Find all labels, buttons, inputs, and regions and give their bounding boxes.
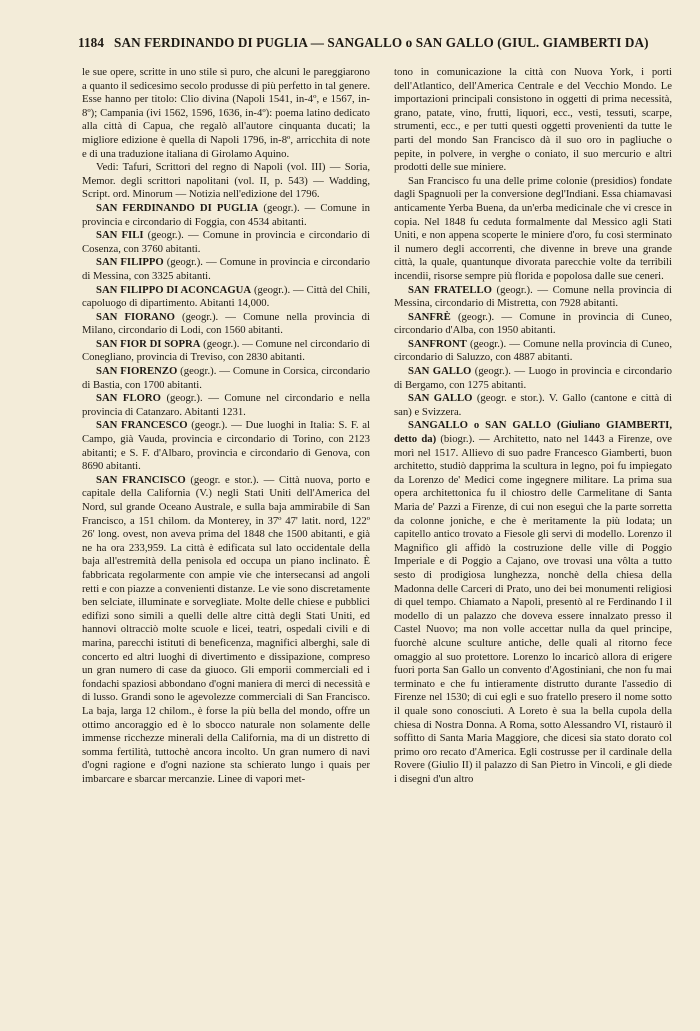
entry-text: (geogr.). — Comune in provincia e circondario di Messina, con 3325 abitanti. xyxy=(82,256,370,282)
dictionary-entry xyxy=(82,284,370,311)
entry-headword: SAN GALLO xyxy=(408,392,473,405)
dictionary-entry xyxy=(82,419,370,473)
entry-headword: SAN FRANCISCO xyxy=(96,473,186,486)
entry-text: (geogr.). — Comune nella provincia di Messina, circondario di Mistretta, con 7928 abitanti. xyxy=(394,283,672,310)
entry-text: (geogr.). — Comune nella provincia di Milano, circondario di Lodi, con 1560 abitanti. xyxy=(82,310,370,337)
entry-text: tono in comunicazione la città con Nuova York, i porti dell'Atlantico, dell'America Centrale e del Vecchio Mondo. Le importazioni principali consistono in oggetti di prima necessità, grano, patate, vino, frutti, liquori, ecc., vesti, tessuti, scarpe, strumenti, ecc., e per tutti questi oggetti provenienti da tutte le parti del mondo San Francisco dà il suo oro in pagliuche o pepite, in polvere, in verghe o coniato, il suo mercurio e altri prodotti delle sue miniere. xyxy=(394,66,672,174)
entry-headword: SANFRÈ xyxy=(408,310,451,323)
left-column xyxy=(82,66,370,786)
entry-text: (geogr.). — Comune in Corsica, circondario di Bastia, con 1700 abitanti. xyxy=(82,365,371,391)
entry-text: (geogr.). — Comune in provincia e circondario di Foggia, con 4534 abitanti. xyxy=(82,201,370,228)
page-number: 1184 xyxy=(78,35,105,50)
watermark xyxy=(590,1012,680,1028)
dictionary-entry xyxy=(82,474,370,787)
entry-text: (geogr.). — Comune nella provincia di Cuneo, circondario di Saluzzo, con 4887 abitanti. xyxy=(394,337,672,364)
entry-headword: SAN FRATELLO xyxy=(408,283,492,296)
entry-text: (geogr.). — Comune in provincia di Cuneo, circondario d'Alba, con 1950 abitanti. xyxy=(394,310,672,337)
dictionary-entry xyxy=(82,365,370,392)
dictionary-entry xyxy=(394,365,672,392)
right-column xyxy=(394,66,672,786)
entry-headword: SAN FIORANO xyxy=(96,310,175,323)
paragraph xyxy=(82,66,370,161)
dictionary-entry xyxy=(82,392,370,419)
entry-text: (biogr.). — Architetto, nato nel 1443 a Firenze, ove morì nel 1517. Allievo di suo padre Francesco Giamberti, buon architetto, studiò dapprima la scultura in legno, poi fu impiegato da Lorenzo de' Medici come ingegnere militare. La prima sua opera architettonica fu il chiostro delle Carmelitane di Santa Maria de' Pazzi a Firenze, di cui non eseguì che la parte sorretta da colonne joniche, e che è meritamente la più lodata; un capitello antico trovato a Fiesole gli servì di modello. Lorenzo il Magnifico gli affidò la costruzione delle ville di Poggio Imperiale e di Poggio a Cajano, ove trovasi una vôlta a tutto sesto di prodigiosa lunghezza, nonchè della chiesa della Madonna delle Carceri di Prato, uno dei bei monumenti religiosi di quel tempo. Chiamato a Napoli, presentò al re Ferdinando I il modello di un palazzo che doveva essere innalzato presso il Castel Nuovo; ma non volle accettar nulla da quel principe, fuorchè alcune sculture antiche, delle quali al ritorno fece omaggio al suo protettore. Lorenzo lo incaricò allora di erigere fuori porta San Gallo un convento d'Agostiniani, che non fu mai terminato e che fu intieramente distrutto durante l'assedio di Firenze nel 1530; di cui egli e suo fratello presero il nome sotto il quale sono conosciuti. A Loreto è sua la bella cupola della chiesa di Nostra Donna. A Roma, sotto Alessandro VI, ristaurò il soffitto di Santa Maria Maggiore, che dicesi sia stato dorato col primo oro recato d'America. Egli costrusse per il cardinale della Rovere (Giulio II) il palazzo di San Pietro in Vincoli, e gli diede i disegni d'un altro xyxy=(394,433,672,785)
entry-text: (geogr.). — Città del Chili, capoluogo di dipartimento. Abitanti 14,000. xyxy=(82,283,370,310)
dictionary-entry xyxy=(394,338,672,365)
entry-headword: SAN FILIPPO xyxy=(96,256,164,269)
entry-text: (geogr.). — Comune nel circondario e nella provincia di Catanzaro. Abitanti 1231. xyxy=(82,392,370,418)
entry-headword: SAN FRANCESCO xyxy=(96,419,188,432)
paragraph xyxy=(394,66,672,175)
entry-text: (geogr.). — Comune nel circondario di Conegliano, provincia di Treviso, con 2830 abitanti. xyxy=(82,337,370,364)
dictionary-entry xyxy=(82,338,370,365)
entry-text: (geogr. e stor.). V. Gallo (cantone e città di san) e Svizzera. xyxy=(394,392,672,418)
entry-text: (geogr.). — Comune in provincia e circondario di Cosenza, con 3760 abitanti. xyxy=(82,229,370,255)
dictionary-entry xyxy=(394,284,672,311)
entry-text: (geogr.). — Luogo in provincia e circondario di Bergamo, con 1275 abitanti. xyxy=(394,365,672,391)
entry-headword: SAN FILIPPO DI ACONCAGUA xyxy=(96,283,252,296)
entry-text: (geogr. e stor.). — Città nuova, porto e capitale della California (V.) negli Stati Uniti dell'America del Nord, sul grande Oceano Australe, e sulla baja ammirabile di San Francisco, a 151 chilom. da Monterey, in 37º 47' latit. nord, 122º 26' long. ovest, non aveva prima del 1848 che 1500 abitanti, e già ne ha ora 233,959. La città è edificata sul lato occidentale della baja all'estremità della penisola ed occupa un piano inclinato. È fabbricata regolarmente con ampie vie che intersecansi ad angoli retti e con piazze a convenienti distanze. Le vie sono discretamente ben selciate, illuminate e sorvegliate. Molte delle chiese e pubblici edifizi sono simili a quelli delle altre città degli Stati Uniti, ed hannovi oltracciò molte scuole e licei, teatri, ospedali civili e di marina, parecchi istituti di beneficenza, magnifici alberghi, sale di concerto ed altri luoghi di divertimento e dissipazione, compreso un gran numero di case da giuoco. Gli emporii commerciali ed i fondachi spaziosi abbondano d'ogni maniera di merci di necessità e di lusso. Grandi sono le agevolezze commerciali di San Francisco. La baja, larga 12 chilom., è forse la più bella del mondo, offre un ottimo ancoraggio ed è lo sbocco naturale non solamente delle immense ricchezze minerali della California, ma di un distretto di somma fertilità, tuttochè ancora incolto. Un gran numero di navi d'ogni ragione e d'ogni nazione sta schierato lungo i quais per imbarcare e sbarcar mercanzie. Linee di vapori met- xyxy=(82,473,370,785)
entry-headword: SAN FIORENZO xyxy=(96,365,178,378)
dictionary-entry xyxy=(394,419,672,786)
dictionary-entry xyxy=(394,392,672,419)
entry-text: (geogr.). — Due luoghi in Italia: S. F. al Campo, già Vauda, provincia e circondario di Torino, con 2123 abitanti; e S. F. d'Albaro, provincia e circondario di Genova, con 8690 abitanti. xyxy=(82,419,370,473)
paragraph xyxy=(82,161,370,202)
dictionary-entry xyxy=(82,311,370,338)
entry-headword: SAN GALLO xyxy=(408,365,472,378)
entry-headword: SAN FERDINANDO DI PUGLIA xyxy=(96,201,259,214)
entry-headword: SANGALLO o SAN GALLO (Giuliano GIAMBERTI, detto da) xyxy=(394,419,672,446)
entry-headword: SAN FIOR DI SOPRA xyxy=(96,337,201,350)
dictionary-entry xyxy=(82,229,370,256)
entry-headword: SAN FLORO xyxy=(96,392,161,405)
entry-headword: SAN FILI xyxy=(96,229,144,242)
running-title: SAN FERDINANDO DI PUGLIA — SANGALLO o SAN GALLO (GIUL. GIAMBERTI DA) xyxy=(114,35,649,50)
dictionary-entry xyxy=(82,256,370,283)
entry-text: Vedi: Tafuri, Scrittori del regno di Napoli (vol. III) — Soria, Memor. degli scrittori napolitani (vol. II, p. 543) — Wadding, Script. ord. Minorum — Notizia nell'edizione del 1796. xyxy=(82,161,370,201)
dictionary-entry xyxy=(394,311,672,338)
entry-text: le sue opere, scritte in uno stile sì puro, che alcuni le pareggiarono a quanto il sedicesimo secolo produsse di più perfetto in tal genere. Esse hanno per titolo: Clio divina (Napoli 1541, in-4º, e 1567, in-8º); Campania (ivi 1562, 1596, 1636, in-4º): poema latino dedicato alla città di Capua, che regalò all'autore cinquanta ducati; la migliore edizione è quella di Napoli 1796, in-8º, arricchita di note e di una traduzione italiana di Girolamo Aquino. xyxy=(82,66,370,160)
page-header xyxy=(78,35,668,55)
paragraph xyxy=(394,175,672,284)
entry-headword: SANFRONT xyxy=(408,337,467,350)
dictionary-entry xyxy=(82,202,370,229)
entry-text: San Francisco fu una delle prime colonie (presidios) fondate dagli Spagnuoli per la conversione degl'Indiani. Essa chiamavasi anticamente Yerba Buena, da un'erba medicinale che vi cresce in copia. Nel 1848 fu ceduta formalmente dal Messico agli Stati Uniti, e non appena scoperte le miniere d'oro, fu così sterminato il numero degli accorrenti, che divenne in breve una grande città, la quale, quantunque divorata parecchie volte da terribili incendii, risorse sempre più florida e popolosa dalle sue ceneri. xyxy=(394,174,672,282)
